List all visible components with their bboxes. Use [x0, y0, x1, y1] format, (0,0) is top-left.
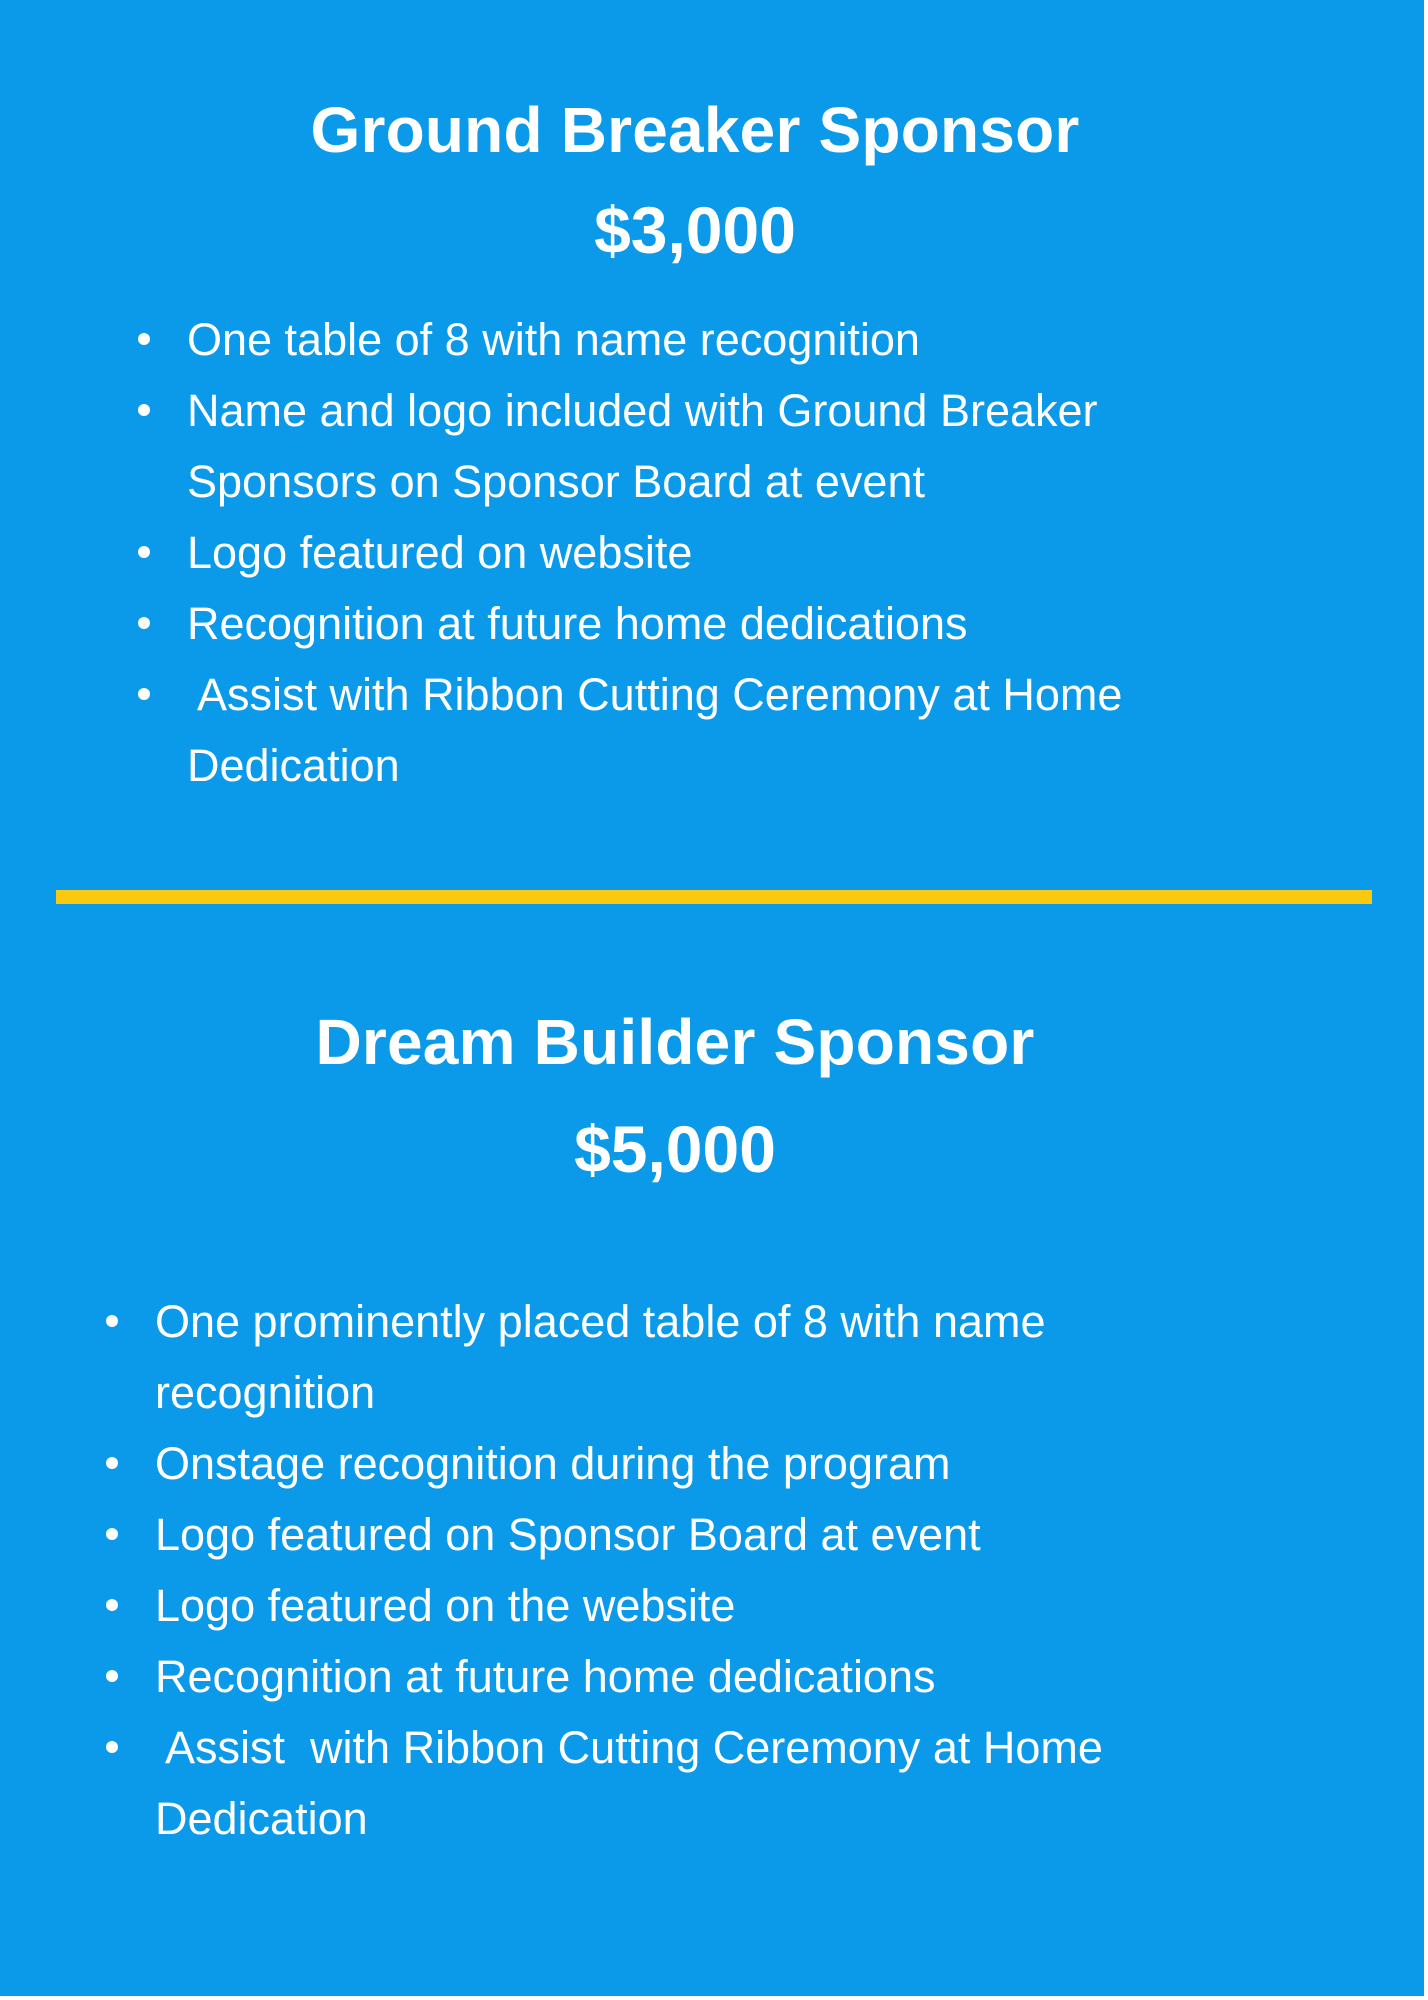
benefit-item	[155, 1499, 1355, 1570]
benefit-continuation	[187, 446, 1367, 517]
benefit-item	[187, 304, 1367, 375]
ground-breaker-benefits	[187, 304, 1367, 801]
benefit-text: recognition	[155, 1367, 376, 1418]
benefit-continuation	[155, 1783, 1355, 1854]
bullet-icon	[138, 617, 150, 629]
benefit-continuation	[187, 730, 1367, 801]
benefit-item	[155, 1428, 1355, 1499]
benefit-text: Assist with Ribbon Cutting Ceremony at Home	[187, 669, 1123, 720]
benefit-text: Dedication	[187, 740, 400, 791]
bullet-icon	[106, 1528, 118, 1540]
bullet-icon	[138, 333, 150, 345]
ground-breaker-title: Ground Breaker Sponsor	[310, 94, 1080, 166]
bullet-icon	[106, 1315, 118, 1327]
benefit-item	[155, 1641, 1355, 1712]
bullet-icon	[106, 1599, 118, 1611]
benefit-item	[187, 659, 1367, 730]
bullet-icon	[106, 1670, 118, 1682]
benefit-text: Recognition at future home dedications	[187, 598, 968, 649]
bullet-icon	[138, 688, 150, 700]
benefit-item	[187, 517, 1367, 588]
benefit-text: Logo featured on website	[187, 527, 693, 578]
benefit-text: Onstage recognition during the program	[155, 1438, 951, 1489]
benefit-text: Recognition at future home dedications	[155, 1651, 936, 1702]
dream-builder-benefits	[155, 1286, 1355, 1854]
benefit-text: One prominently placed table of 8 with name	[155, 1296, 1046, 1347]
bullet-icon	[138, 546, 150, 558]
benefit-continuation	[155, 1357, 1355, 1428]
section-divider	[56, 890, 1372, 904]
bullet-icon	[106, 1457, 118, 1469]
bullet-icon	[106, 1741, 118, 1753]
ground-breaker-price: $3,000	[594, 193, 796, 267]
benefit-item	[155, 1286, 1355, 1357]
bullet-icon	[138, 404, 150, 416]
benefit-text: Logo featured on the website	[155, 1580, 736, 1631]
dream-builder-price: $5,000	[574, 1112, 776, 1186]
dream-builder-title: Dream Builder Sponsor	[315, 1006, 1035, 1078]
benefit-text: Name and logo included with Ground Breaker	[187, 385, 1098, 436]
benefit-item	[155, 1712, 1355, 1783]
benefit-text: Logo featured on Sponsor Board at event	[155, 1509, 981, 1560]
benefit-text: Dedication	[155, 1793, 368, 1844]
benefit-item	[187, 588, 1367, 659]
benefit-item	[187, 375, 1367, 446]
benefit-text: Assist with Ribbon Cutting Ceremony at Home	[155, 1722, 1103, 1773]
benefit-text: One table of 8 with name recognition	[187, 314, 920, 365]
benefit-text: Sponsors on Sponsor Board at event	[187, 456, 925, 507]
benefit-item	[155, 1570, 1355, 1641]
